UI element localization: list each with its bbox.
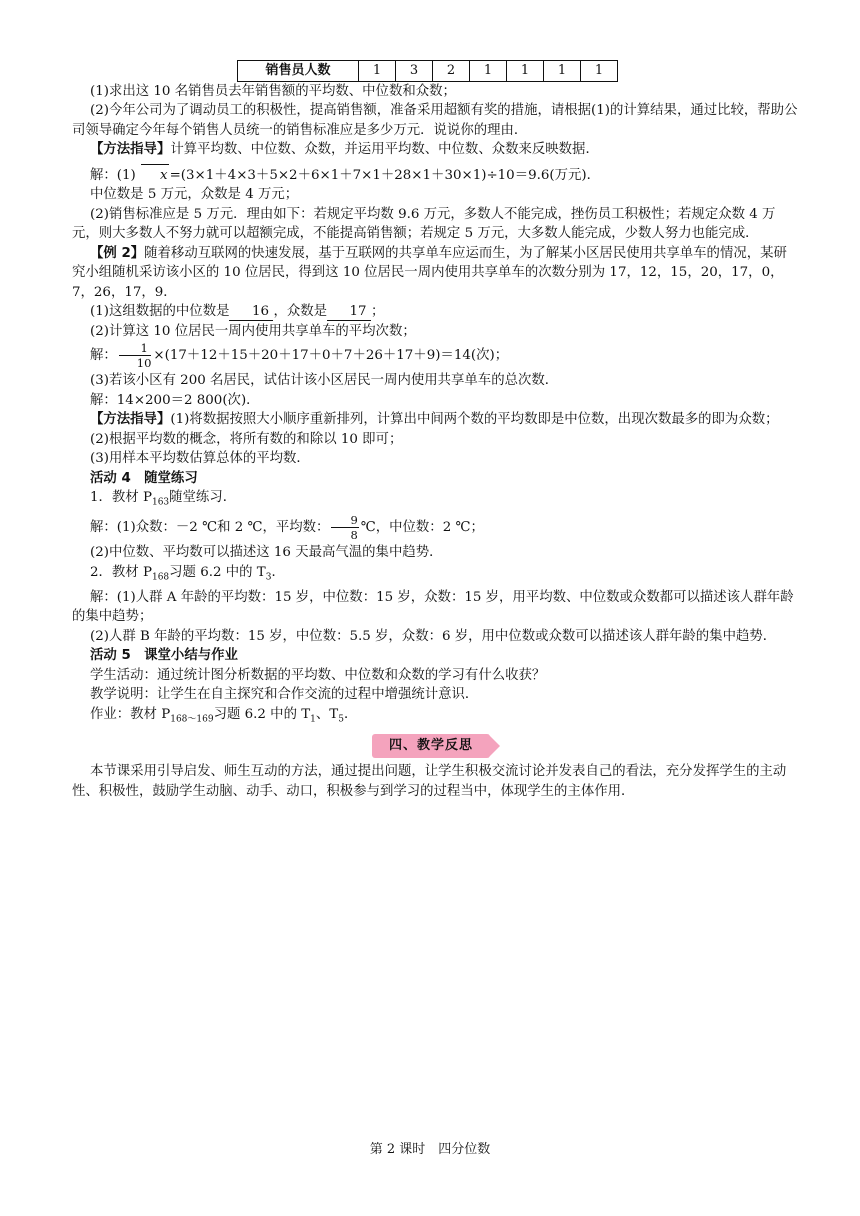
mean-symbol: x bbox=[140, 166, 170, 186]
method-guide-1 bbox=[72, 140, 800, 160]
student-activity: 学生活动：通过统计图分析数据的平均数、中位数和众数的学习有什么收获？ bbox=[90, 667, 546, 683]
homework bbox=[72, 705, 800, 730]
example-2-q2: (2)计算这 10 位居民一周内使用共享单车的平均次数； bbox=[90, 323, 416, 339]
fraction bbox=[331, 513, 358, 542]
fraction-denominator: 8 bbox=[350, 528, 358, 543]
method-label: 【方法指导】 bbox=[90, 142, 171, 157]
example-2-q1 bbox=[72, 302, 800, 322]
q1-text: ； bbox=[371, 304, 385, 319]
exercise-4-2 bbox=[72, 563, 800, 588]
q1-text: ，众数是 bbox=[273, 304, 328, 319]
section-banner bbox=[372, 734, 504, 758]
solution-formula: ×(17＋12＋15＋20＋17＋0＋7＋26＋17＋9)＝14(次)； bbox=[153, 348, 509, 363]
page-subscript: 163 bbox=[151, 497, 170, 508]
example-2-sol3: 解：14×200＝2 800(次)． bbox=[90, 392, 260, 408]
task-subscript: 3 bbox=[265, 572, 272, 583]
example-text: 随着移动互联网的快速发展，基于互联网的共享单车应运而生，为了解某小区居民使用共享单车的情况，某研究小组随机采访该小区的 10 位居民，得到这 10 位居民一周内使用共享单车的次数分别为 17，12，15，20，17，0，7，26，17，9． bbox=[72, 245, 787, 300]
solution-2: (2)销售标准应是 5 万元．理由如下：若规定平均数 9.6 万元，多数人不能完成，挫伤员工积极性；若规定众数 4 万元，则大多数人不努力就可以超额完成，不能提高销售额；若规定 5 万元，大多数人能完成，少数人努力也能完成． bbox=[72, 206, 776, 241]
activity-4-heading: 活动 4 随堂练习 bbox=[90, 470, 198, 486]
question-1: (1)求出这 10 名销售员去年销售额的平均数、中位数和众数； bbox=[90, 83, 456, 99]
question-2: (2)今年公司为了调动员工的积极性，提高销售额，准备采用超额有奖的措施，请根据(1)的计算结果，通过比较，帮助公司领导确定今年每个销售人员统一的销售标准应是多少万元．说说你的理由． bbox=[72, 103, 798, 138]
example-2 bbox=[72, 244, 800, 303]
table-cell: 1 bbox=[359, 61, 396, 82]
answer-blank-mode: 17 bbox=[327, 304, 371, 321]
fraction-numerator: 1 bbox=[119, 341, 152, 356]
task-subscript: 1 bbox=[310, 714, 316, 725]
teaching-note: 教学说明：让学生在自主探究和合作交流的过程中增强统计意识． bbox=[90, 687, 479, 703]
method-label: 【方法指导】 bbox=[90, 412, 171, 427]
solution-1 bbox=[72, 166, 800, 186]
example-label: 【例 2】 bbox=[90, 245, 145, 261]
document-body bbox=[72, 60, 800, 801]
page-subscript: 168～169 bbox=[170, 714, 214, 725]
fraction-numerator: 9 bbox=[331, 513, 358, 528]
exercise-4-1 bbox=[72, 488, 800, 513]
table-cell: 3 bbox=[396, 61, 433, 82]
method-text: 计算平均数、中位数、众数，并运用平均数、中位数、众数来反映数据． bbox=[170, 142, 599, 157]
answer-blank-median: 16 bbox=[229, 304, 273, 321]
task-subscript: 5 bbox=[338, 714, 344, 725]
method-text: (1)将数据按照大小顺序重新排列，计算出中间两个数的平均数即是中位数，出现次数最多的即为众数； bbox=[170, 412, 779, 427]
sales-table bbox=[237, 60, 618, 82]
exercise-text: ． bbox=[271, 564, 285, 580]
page-subscript: 168 bbox=[151, 572, 170, 583]
q1-text: (1)这组数据的中位数是 bbox=[90, 304, 230, 319]
solution-prefix: 解： bbox=[90, 348, 117, 363]
example-2-q3: (3)若该小区有 200 名居民，试估计该小区居民一周内使用共享单车的总次数． bbox=[90, 373, 559, 388]
section-title: 四、教学反思 bbox=[372, 734, 490, 758]
exercise-text: 随堂练习． bbox=[169, 490, 237, 505]
page-footer: 第 2 课时 四分位数 bbox=[369, 1142, 491, 1157]
homework-text: 、T bbox=[315, 706, 339, 722]
table-cell: 1 bbox=[507, 61, 544, 82]
reflection-text: 本节课采用引导启发、师生互动的方法，通过提出问题，让学生积极交流讨论并发表自己的看法，充分发挥学生的主动性、积极性，鼓励学生动脑、动手、动口，积极参与到学习的过程当中，体现学生的主体作用． bbox=[72, 764, 787, 799]
table-cell: 1 bbox=[581, 61, 618, 82]
exercise-4-1-sol bbox=[72, 513, 800, 543]
table-cell: 2 bbox=[433, 61, 470, 82]
fraction-denominator: 10 bbox=[136, 356, 152, 370]
exercise-text: 习题 6.2 中的 T bbox=[169, 564, 266, 580]
table-cell: 1 bbox=[544, 61, 581, 82]
solution-text: ℃，中位数：2 ℃； bbox=[360, 520, 484, 536]
solution-1b: 中位数是 5 万元，众数是 4 万元； bbox=[90, 187, 299, 202]
method-guide-2 bbox=[72, 410, 800, 430]
homework-text: 习题 6.2 中的 T bbox=[213, 706, 311, 722]
solution-text: 解：(1)众数：－2 ℃和 2 ℃，平均数： bbox=[90, 520, 330, 536]
table-cell: 1 bbox=[470, 61, 507, 82]
homework-text: ． bbox=[343, 706, 358, 722]
banner-arrow-icon bbox=[488, 734, 500, 758]
activity-5-heading: 活动 5 课堂小结与作业 bbox=[90, 648, 238, 664]
exercise-text: 1．教材 P bbox=[90, 490, 152, 505]
method-guide-2b: (2)根据平均数的概念，将所有数的和除以 10 即可； bbox=[90, 431, 403, 447]
fraction bbox=[119, 341, 152, 370]
example-2-sol2 bbox=[72, 341, 800, 371]
homework-text: 作业：教材 P bbox=[90, 706, 171, 722]
exercise-4-2-sol2: (2)人群 B 年龄的平均数：15 岁，中位数：5.5 岁，众数：6 岁，用中位数或众数可以描述该人群年龄的集中趋势． bbox=[90, 628, 777, 644]
exercise-text: 2．教材 P bbox=[90, 564, 152, 580]
method-guide-2c: (3)用样本平均数估算总体的平均数． bbox=[90, 451, 310, 466]
solution-prefix: 解：(1) bbox=[90, 167, 141, 183]
exercise-4-1-sol2: (2)中位数、平均数可以描述这 16 天最高气温的集中趋势． bbox=[90, 545, 443, 561]
table-header: 销售员人数 bbox=[238, 61, 359, 82]
solution-formula: =(3×1＋4×3＋5×2＋6×1＋7×1＋28×1＋30×1)÷10＝9.6(万元)． bbox=[169, 167, 601, 183]
exercise-4-2-sol1: 解：(1)人群 A 年龄的平均数：15 岁，中位数：15 岁，众数：15 岁，用平均数、中位数或众数都可以描述该人群年龄的集中趋势； bbox=[72, 589, 794, 625]
